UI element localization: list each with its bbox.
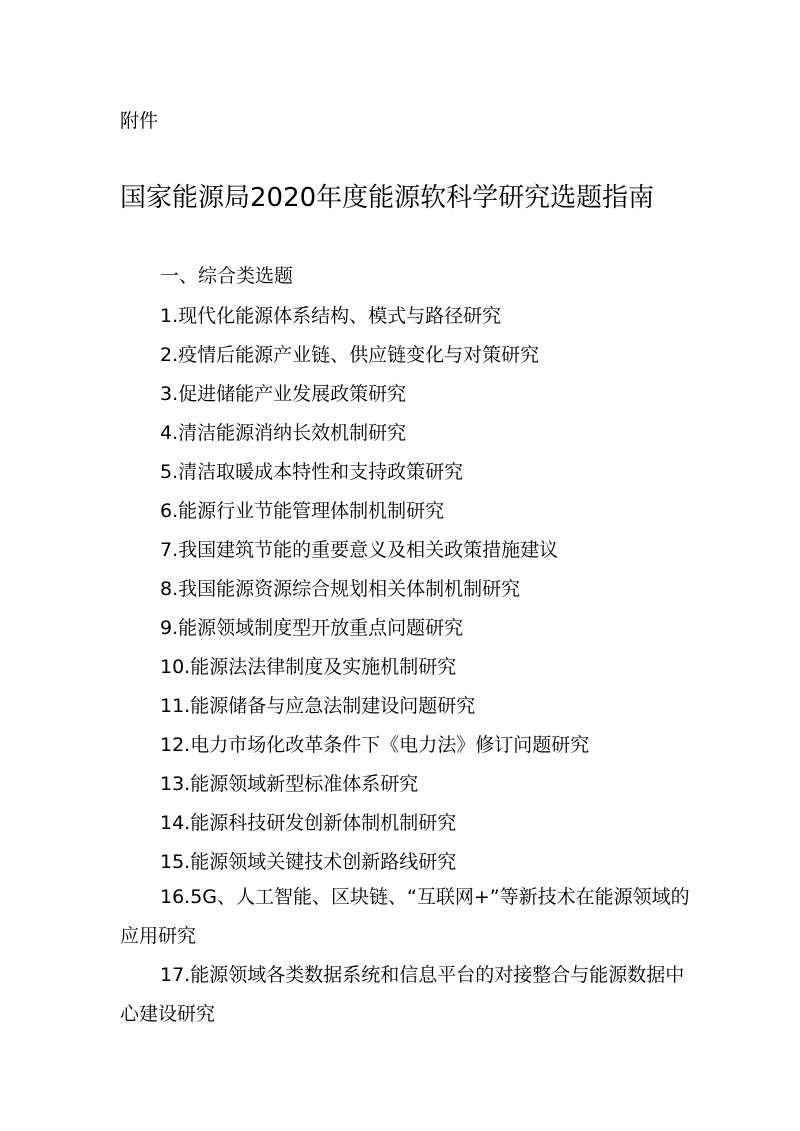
attachment-label: 附件 [120,110,159,132]
list-item: 3.促进储能产业发展政策研究 [160,383,407,405]
list-item: 4.清洁能源消纳长效机制研究 [160,422,407,444]
list-item: 14.能源科技研发创新体制机制研究 [160,812,457,834]
document-title: 国家能源局2020年度能源软科学研究选题指南 [120,183,655,213]
list-item: 5.清洁取暖成本特性和支持政策研究 [160,461,464,483]
list-item: 16.5G、人工智能、区块链、“互联网+”等新技术在能源领域的应用研究 [120,886,690,947]
list-item: 7.我国建筑节能的重要意义及相关政策措施建议 [160,539,559,561]
list-item: 17.能源领域各类数据系统和信息平台的对接整合与能源数据中心建设研究 [120,964,685,1025]
list-item: 10.能源法法律制度及实施机制研究 [160,656,457,678]
list-item: 9.能源领域制度型开放重点问题研究 [160,617,464,639]
list-item: 6.能源行业节能管理体制机制研究 [160,500,445,522]
list-item: 12.电力市场化改革条件下《电力法》修订问题研究 [160,734,590,756]
list-item: 2.疫情后能源产业链、供应链变化与对策研究 [160,344,540,366]
list-item: 15.能源领域关键技术创新路线研究 [160,851,457,873]
list-item: 11.能源储备与应急法制建设问题研究 [160,695,476,717]
section-heading: 一、综合类选题 [160,265,294,287]
list-item: 13.能源领域新型标准体系研究 [160,773,419,795]
list-item: 1.现代化能源体系结构、模式与路径研究 [160,305,502,327]
list-item: 8.我国能源资源综合规划相关体制机制研究 [160,578,521,600]
